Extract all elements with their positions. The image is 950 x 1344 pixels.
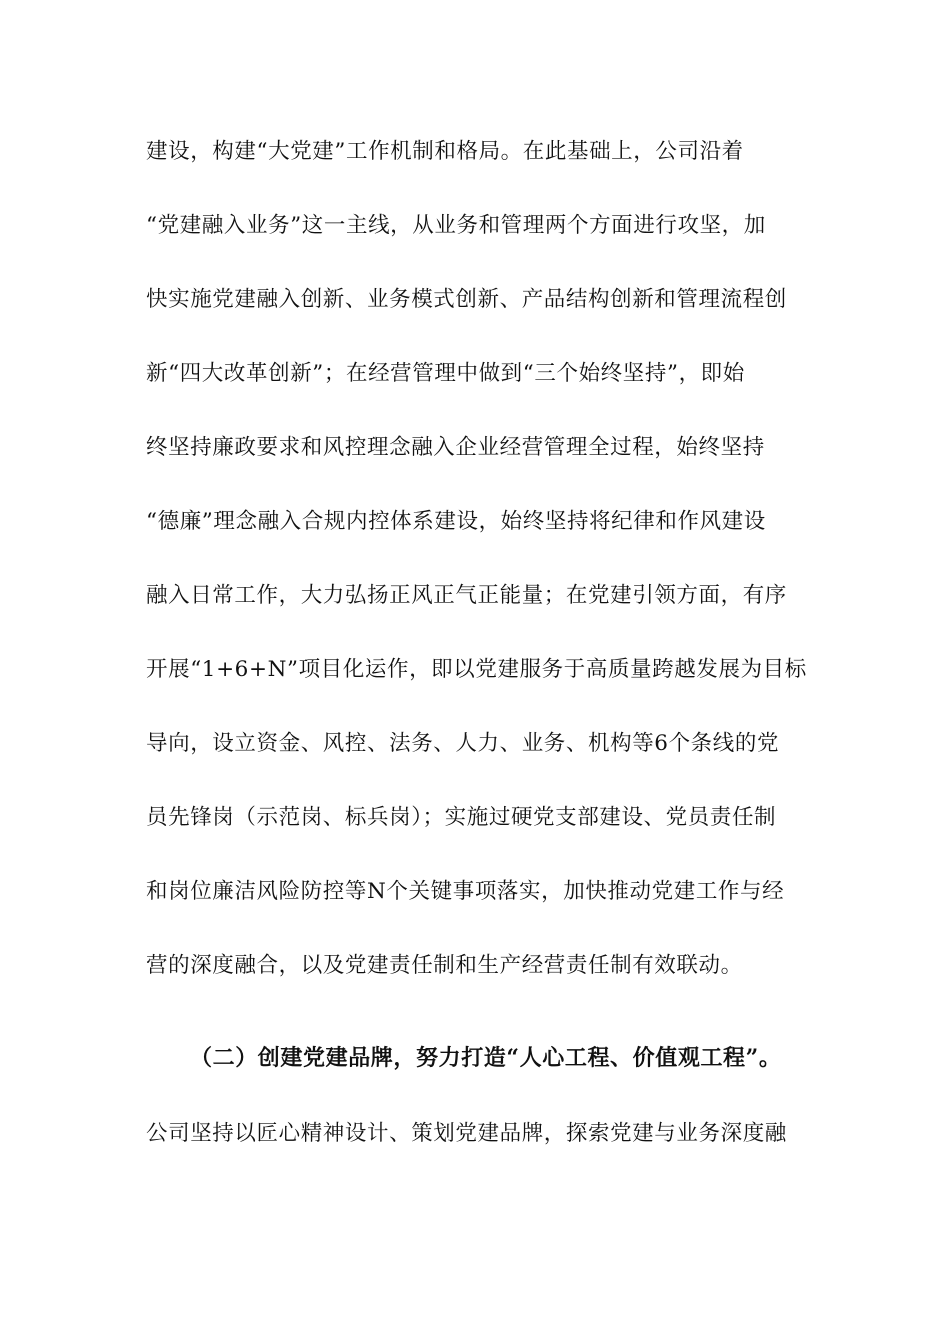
body-text-line: 融入日常工作，大力弘扬正风正气正能量；在党建引领方面，有序: [146, 583, 787, 608]
body-text-line: “德廉”理念融入合规内控体系建设，始终坚持将纪律和作风建设: [146, 509, 766, 534]
body-text-line: 公司坚持以匠心精神设计、策划党建品牌，探索党建与业务深度融: [146, 1121, 787, 1146]
body-text-line: 员先锋岗（示范岗、标兵岗）；实施过硬党支部建设、党员责任制: [146, 805, 777, 830]
body-text-line: “党建融入业务”这一主线，从业务和管理两个方面进行攻坚，加: [146, 213, 766, 238]
body-text-line: 和岗位廉洁风险防控等N个关键事项落实，加快推动党建工作与经: [146, 879, 785, 904]
body-text-line: 建设，构建“大党建”工作机制和格局。在此基础上，公司沿着: [146, 139, 744, 164]
body-text-line: 营的深度融合，以及党建责任制和生产经营责任制有效联动。: [146, 953, 743, 978]
body-text-line: 导向，设立资金、风控、法务、人力、业务、机构等6个条线的党: [146, 731, 780, 756]
body-text-line: 新“四大改革创新”；在经营管理中做到“三个始终坚持”，即始: [146, 361, 745, 386]
body-text-line: 终坚持廉政要求和风控理念融入企业经营管理全过程，始终坚持: [146, 435, 765, 460]
section-heading: （二）创建党建品牌，努力打造“人心工程、价值观工程”。: [190, 1045, 782, 1071]
body-text-line: 开展“1+6+N”项目化运作，即以党建服务于高质量跨越发展为目标: [146, 657, 807, 682]
body-text-line: 快实施党建融入创新、业务模式创新、产品结构创新和管理流程创: [146, 287, 787, 312]
